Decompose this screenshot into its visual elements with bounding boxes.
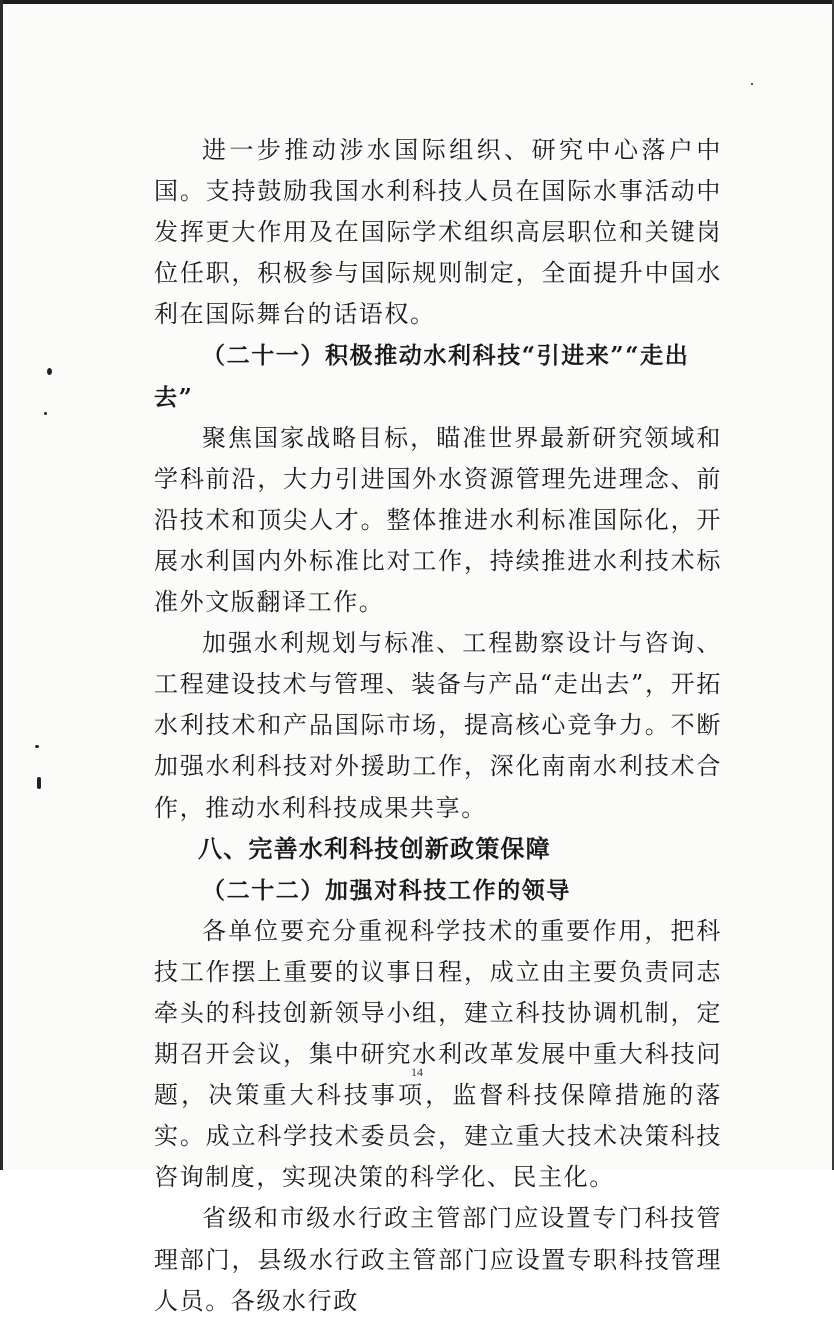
paragraph-leadership: 各单位要充分重视科学技术的重要作用，把科技工作摆上重要的议事日程，成立由主要负责同志牵头的科技创新领导小组，建立科技协调机制，定期召开会议，集中研究水利改革发展中重大科技问题，决策重大科技事项，监督科技保障措施的落实。成立科学技术委员会，建立重大技术决策科技咨询制度，实现决策的科学化、民主化。 [154, 916, 722, 1192]
subheading-22: （二十二）加强对科技工作的领导 [202, 876, 571, 904]
paragraph-international-organizations: 进一步推动涉水国际组织、研究中心落户中国。支持鼓励我国水利科技人员在国际水事活动中发挥更大作用及在国际学术组织高层职位和关键岗位任职，积极参与国际规则制定，全面提升中国水利在国际舞台的话语权。 [154, 136, 722, 329]
scan-edge-top [0, 0, 834, 4]
document-body [154, 130, 722, 1322]
scan-speck [44, 412, 47, 415]
section-heading-8: 八、完善水利科技创新政策保障 [198, 834, 551, 863]
paragraph-going-out: 加强水利规划与标准、工程勘察设计与咨询、工程建设技术与管理、装备与产品“走出去”，开拓水利技术和产品国际市场，提高核心竞争力。不断加强水利科技对外援助工作，深化南南水利技术合作，推动水利科技成果共享。 [154, 629, 722, 822]
scan-speck [37, 777, 41, 789]
scan-edge-left [0, 0, 3, 1170]
paragraph-introduce-abroad: 聚焦国家战略目标，瞄准世界最新研究领域和学科前沿，大力引进国外水资源管理先进理念、前沿技术和顶尖人才。整体推进水利标准国际化，开展水利国内外标准比对工作，持续推进水利技术标准外文版翻译工作。 [154, 423, 722, 617]
subheading-21: （二十一）积极推动水利科技“引进来”“走出去” [154, 342, 690, 411]
scan-speck [35, 745, 39, 748]
scan-speck [751, 83, 753, 85]
page-number: 14 [411, 1065, 423, 1079]
paragraph-management-departments: 省级和市级水行政主管部门应设置专门科技管理部门，县级水行政主管部门应设置专职科技管理人员。各级水行政 [154, 1204, 722, 1315]
scan-speck [47, 368, 52, 375]
